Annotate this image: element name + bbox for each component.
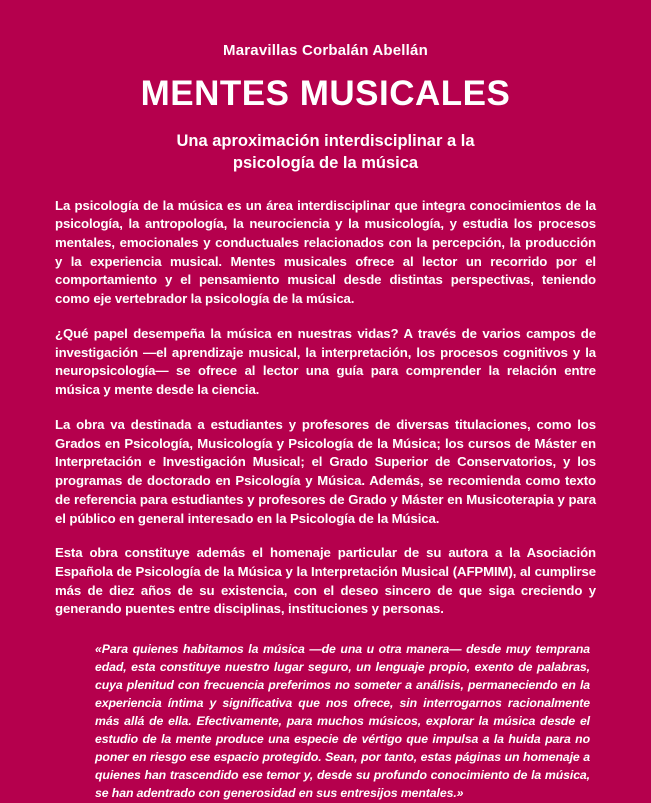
author-name: Maravillas Corbalán Abellán xyxy=(223,42,428,59)
blurb-text xyxy=(55,197,596,620)
book-subtitle-line-1: Una aproximación interdisciplinar a la xyxy=(176,132,475,150)
book-title: MENTES MUSICALES xyxy=(140,74,511,113)
pull-quote-text: «Para quienes habitamos la música —de una u otra manera— desde muy temprana edad, esta constituye nuestro lugar seguro, un lenguaje propio, exento de palabras, cuya plenitud con frecuencia preferimos no someter a análisis, permaneciendo en la experiencia íntima y significativa que nos ofrece, sin interrogarnos racionalmente más allá de ella. Efectivamente, para muchos músicos, explorar la música desde el estudio de la mente produce una especie de vértigo que impulsa a la huida para no poner en riesgo ese espacio protegido. Sean, por tanto, estas páginas un homenaje a quienes han trascendido ese temor y, desde su profundo conocimiento de la música, se han adentrado con generosidad en sus entresijos mentales.» xyxy=(95,642,590,800)
pull-quote xyxy=(55,641,596,803)
blurb-paragraph: La psicología de la música es un área interdisciplinar que integra conocimientos de la psicología, la antropología, la neurociencia y la musicología, y estudia los procesos mentales, emocionales y conductuales relacionados con la percepción, la producción y la experiencia musical. Mentes musicales ofrece al lector un recorrido por el comportamiento y el pensamiento musical desde distintas perspectivas, teniendo como eje vertebrador la psicología de la música. xyxy=(55,197,596,307)
blurb-paragraph: ¿Qué papel desempeña la música en nuestras vidas? A través de varios campos de investigación —el aprendizaje musical, la interpretación, los procesos cognitivos y la neuropsicología— se ofrece al lector una guía para comprender la relación entre música y mente desde la ciencia. xyxy=(55,325,596,398)
blurb-paragraph: La obra va destinada a estudiantes y profesores de diversas titulaciones, como los Grados en Psicología, Musicología y Psicología de la Música; los cursos de Máster en Interpretación e Investigación Musical; el Grado Superior de Conservatorios, y los programas de doctorado en Psicología y Música. Además, se recomienda como texto de referencia para estudiantes y profesores de Grado y Máster en Musicoterapia y para el público en general interesado en la Psicología de la Música. xyxy=(55,416,596,526)
book-subtitle xyxy=(55,130,596,175)
blurb-paragraph: Esta obra constituye además el homenaje particular de su autora a la Asociación Española de Psicología de la Música y la Interpretación Musical (AFPMIM), al cumplirse más de diez años de su existencia, con el deseo sincero de que siga creciendo y generando puentes entre disciplinas, instituciones y personas. xyxy=(55,545,596,617)
book-subtitle-line-2: psicología de la música xyxy=(232,154,419,173)
